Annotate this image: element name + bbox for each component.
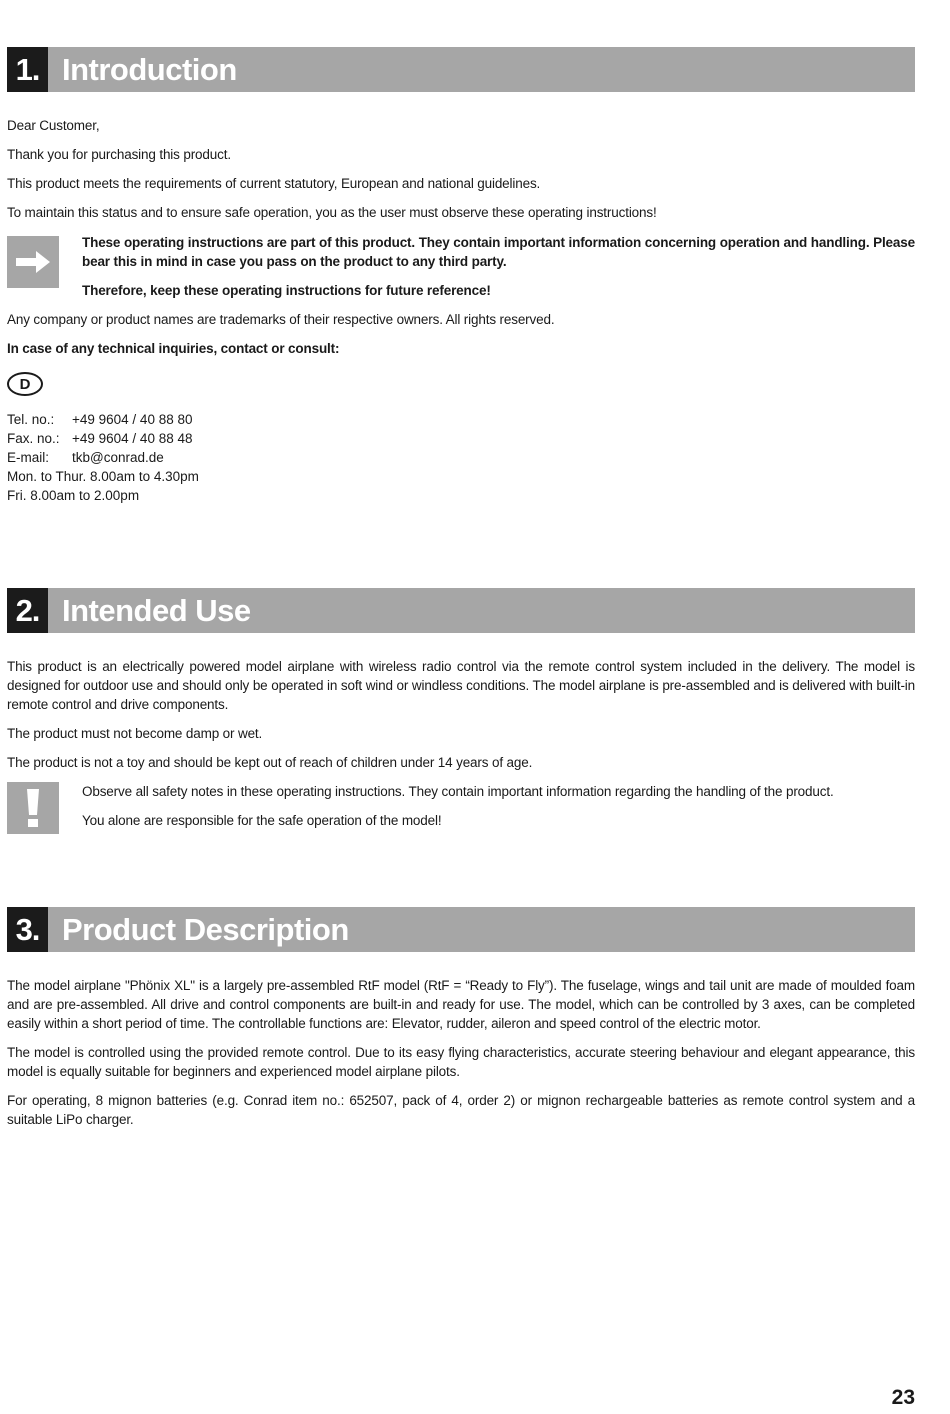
section-number: 2. (7, 588, 48, 633)
contact-fax (7, 429, 193, 448)
note-keep-instructions: Therefore, keep these operating instructions for future reference! (82, 283, 491, 298)
contact-tel (7, 410, 193, 429)
section-title: Intended Use (48, 588, 915, 633)
intended-use-damp: The product must not become damp or wet. (7, 726, 263, 741)
contact-hours-weekday: Mon. to Thur. 8.00am to 4.30pm (7, 469, 199, 484)
email-value: tkb@conrad.de (72, 450, 164, 465)
intended-use-description: This product is an electrically powered model airplane with wireless radio control via the remote control system included in the delivery. The model is designed for outdoor use and should only be operated in soft wind or windless conditions. The model airplane is pre-assembled and is delivered with built-in remote control and drive components. (7, 659, 915, 712)
page-number: 23 (891, 1386, 915, 1409)
email-label: E-mail: (7, 450, 50, 465)
warning-responsibility: You alone are responsible for the safe operation of the model! (82, 813, 442, 828)
country-badge: D (7, 372, 43, 396)
description-batteries: For operating, 8 mignon batteries (e.g. Conrad item no.: 652507, pack of 4, order 2) or mignon rechargeable batteries as remote control system and a suitable LiPo charger. (7, 1093, 915, 1127)
intro-contact-heading: In case of any technical inquiries, contact or consult: (7, 341, 340, 356)
description-control: The model is controlled using the provided remote control. Due to its easy flying characteristics, accurate steering behaviour and elegant appearance, this model is equally suitable for beginners and experienced model airplane pilots. (7, 1045, 915, 1079)
tel-value: +49 9604 / 40 88 80 (72, 412, 193, 427)
description-overview: The model airplane "Phönix XL" is a largely pre-assembled RtF model (RtF = “Ready to Fly”). The fuselage, wings and tail unit are made of moulded foam and are pre-assembled. All drive and control components are built-in and ready for use. The model, which can be controlled by 3 axes, can be completed easily within a short period of time. The controllable functions are: Elevator, rudder, aileron and speed control of the electric motor. (7, 978, 915, 1031)
exclamation-icon (7, 782, 59, 834)
intro-thanks: Thank you for purchasing this product. (7, 147, 231, 162)
section-header-introduction (7, 47, 915, 92)
tel-label: Tel. no.: (7, 412, 55, 427)
section-number: 1. (7, 47, 48, 92)
section-number: 3. (7, 907, 48, 952)
contact-hours-friday: Fri. 8.00am to 2.00pm (7, 488, 140, 503)
arrow-right-icon (7, 236, 59, 288)
section-title: Introduction (48, 47, 915, 92)
fax-value: +49 9604 / 40 88 48 (72, 431, 193, 446)
fax-label: Fax. no.: (7, 431, 60, 446)
contact-email (7, 448, 164, 467)
section-header-intended-use (7, 588, 915, 633)
intro-trademarks: Any company or product names are trademarks of their respective owners. All rights reserved. (7, 312, 555, 327)
intended-use-children: The product is not a toy and should be kept out of reach of children under 14 years of age. (7, 755, 533, 770)
note-part-of-product: These operating instructions are part of this product. They contain important information concerning operation and handling. Please bear this in mind in case you pass on the product to any third party. (82, 235, 915, 269)
section-header-product-description (7, 907, 915, 952)
warning-safety-notes: Observe all safety notes in these operating instructions. They contain important information regarding the handling of the product. (82, 784, 834, 799)
intro-observe: To maintain this status and to ensure safe operation, you as the user must observe these operating instructions! (7, 205, 657, 220)
intro-requirements: This product meets the requirements of current statutory, European and national guidelines. (7, 176, 541, 191)
section-title: Product Description (48, 907, 915, 952)
intro-greeting: Dear Customer, (7, 118, 100, 133)
